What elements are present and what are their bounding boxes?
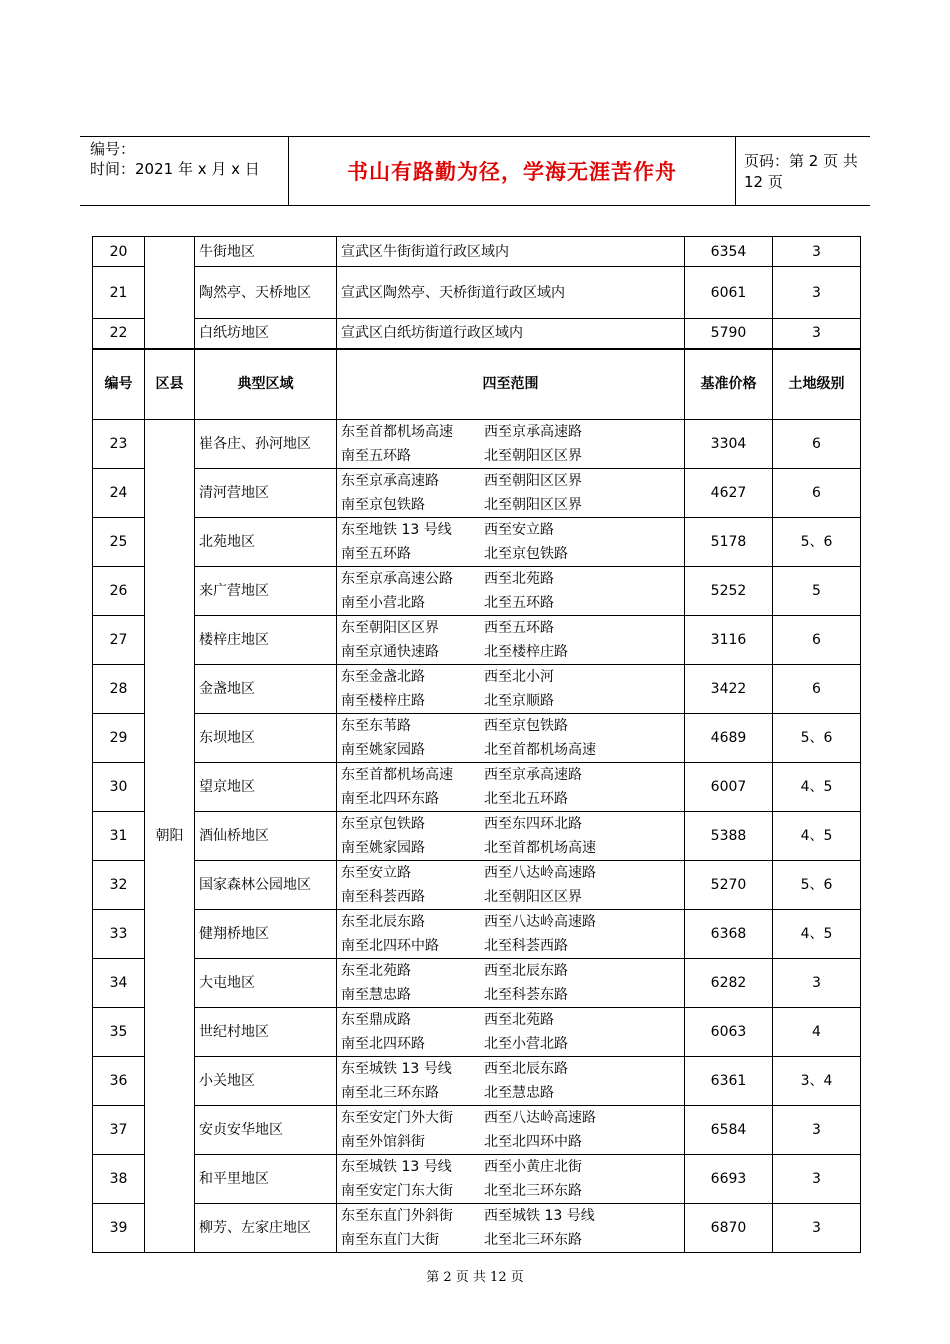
west-bound: 西至城铁 13 号线 <box>484 1208 595 1224</box>
base-price: 6693 <box>685 1155 773 1204</box>
area-name: 来广营地区 <box>195 567 337 616</box>
north-bound: 北至北四环中路 <box>484 1134 582 1150</box>
range-line <box>341 812 680 836</box>
area-name: 崔各庄、孙河地区 <box>195 420 337 469</box>
row-number: 26 <box>93 567 145 616</box>
column-header: 土地级别 <box>773 349 861 420</box>
column-header: 四至范围 <box>337 349 685 420</box>
area-name: 酒仙桥地区 <box>195 812 337 861</box>
area-name: 健翔桥地区 <box>195 910 337 959</box>
area-name: 北苑地区 <box>195 518 337 567</box>
range-text: 宣武区陶然亭、天桥街道行政区域内 <box>337 267 685 319</box>
range-lines <box>341 861 680 909</box>
land-level: 5、6 <box>773 518 861 567</box>
area-name: 柳芳、左家庄地区 <box>195 1204 337 1253</box>
base-price: 3116 <box>685 616 773 665</box>
header-number-label: 编号： <box>90 140 136 158</box>
east-bound: 东至京承高速路 <box>341 473 439 489</box>
range-line <box>341 983 680 1007</box>
range-text: 宣武区白纸坊街道行政区域内 <box>337 319 685 349</box>
area-name: 陶然亭、天桥地区 <box>195 267 337 319</box>
range-cell <box>337 420 685 469</box>
south-bound: 南至安定门东大街 <box>341 1183 453 1199</box>
range-cell <box>337 861 685 910</box>
land-level: 3 <box>773 1204 861 1253</box>
south-bound: 南至北四环路 <box>341 1036 425 1052</box>
range-line <box>341 836 680 860</box>
table-row <box>93 420 861 469</box>
range-cell <box>337 812 685 861</box>
range-line <box>341 959 680 983</box>
range-lines <box>341 812 680 860</box>
range-line <box>341 885 680 909</box>
range-lines <box>341 665 680 713</box>
base-price: 5252 <box>685 567 773 616</box>
table-row <box>93 567 861 616</box>
base-price: 6368 <box>685 910 773 959</box>
north-bound: 北至科荟东路 <box>484 987 568 1003</box>
base-price: 6584 <box>685 1106 773 1155</box>
range-lines <box>341 714 680 762</box>
row-number: 30 <box>93 763 145 812</box>
land-level: 6 <box>773 469 861 518</box>
north-bound: 北至北三环东路 <box>484 1183 582 1199</box>
table-row <box>93 1106 861 1155</box>
land-level: 4、5 <box>773 910 861 959</box>
land-level: 5、6 <box>773 714 861 763</box>
range-lines <box>341 1008 680 1056</box>
range-cell <box>337 1155 685 1204</box>
table-row <box>93 812 861 861</box>
land-level: 3、4 <box>773 1057 861 1106</box>
base-price: 5790 <box>685 319 773 349</box>
west-bound: 西至八达岭高速路 <box>484 1110 596 1126</box>
area-name: 金盏地区 <box>195 665 337 714</box>
south-bound: 南至北三环东路 <box>341 1085 439 1101</box>
range-line <box>341 1204 680 1228</box>
row-number: 23 <box>93 420 145 469</box>
west-bound: 西至京承高速路 <box>484 767 582 783</box>
range-line <box>341 1228 680 1252</box>
land-price-table <box>92 236 861 1253</box>
base-price: 6063 <box>685 1008 773 1057</box>
west-bound: 西至北小河 <box>484 669 554 685</box>
base-price: 6282 <box>685 959 773 1008</box>
south-bound: 南至科荟西路 <box>341 889 425 905</box>
range-cell <box>337 665 685 714</box>
range-line <box>341 1008 680 1032</box>
west-bound: 西至北苑路 <box>484 571 554 587</box>
row-number: 37 <box>93 1106 145 1155</box>
land-level: 6 <box>773 420 861 469</box>
land-level: 3 <box>773 1106 861 1155</box>
range-text: 宣武区牛街街道行政区域内 <box>337 237 685 267</box>
east-bound: 东至首都机场高速 <box>341 424 453 440</box>
table-row <box>93 616 861 665</box>
north-bound: 北至朝阳区区界 <box>484 448 582 464</box>
east-bound: 东至朝阳区区界 <box>341 620 439 636</box>
north-bound: 北至北三环东路 <box>484 1232 582 1248</box>
range-line <box>341 1106 680 1130</box>
east-bound: 东至金盏北路 <box>341 669 425 685</box>
south-bound: 南至东直门大街 <box>341 1232 439 1248</box>
east-bound: 东至东苇路 <box>341 718 411 734</box>
range-cell <box>337 567 685 616</box>
range-line <box>341 763 680 787</box>
land-level: 5 <box>773 567 861 616</box>
range-lines <box>341 469 680 517</box>
range-line <box>341 518 680 542</box>
west-bound: 西至北辰东路 <box>484 1061 568 1077</box>
range-line <box>341 861 680 885</box>
north-bound: 北至首都机场高速 <box>484 742 596 758</box>
column-header: 编号 <box>93 349 145 420</box>
row-number: 29 <box>93 714 145 763</box>
base-price: 5388 <box>685 812 773 861</box>
row-number: 36 <box>93 1057 145 1106</box>
table-row <box>93 1008 861 1057</box>
land-level: 3 <box>773 1155 861 1204</box>
range-line <box>341 420 680 444</box>
row-number: 33 <box>93 910 145 959</box>
area-name: 东坝地区 <box>195 714 337 763</box>
base-price: 3422 <box>685 665 773 714</box>
base-price: 4627 <box>685 469 773 518</box>
range-lines <box>341 910 680 958</box>
range-line <box>341 1130 680 1154</box>
range-line <box>341 616 680 640</box>
area-name: 楼梓庄地区 <box>195 616 337 665</box>
range-lines <box>341 1057 680 1105</box>
range-cell <box>337 763 685 812</box>
area-name: 世纪村地区 <box>195 1008 337 1057</box>
table-row <box>93 910 861 959</box>
east-bound: 东至城铁 13 号线 <box>341 1061 452 1077</box>
range-line <box>341 640 680 664</box>
base-price: 5178 <box>685 518 773 567</box>
column-header: 典型区域 <box>195 349 337 420</box>
range-line <box>341 689 680 713</box>
range-cell <box>337 1204 685 1253</box>
range-lines <box>341 763 680 811</box>
range-lines <box>341 518 680 566</box>
west-bound: 西至五环路 <box>484 620 554 636</box>
range-line <box>341 1179 680 1203</box>
range-cell <box>337 959 685 1008</box>
range-line <box>341 714 680 738</box>
south-bound: 南至姚家园路 <box>341 742 425 758</box>
west-bound: 西至京承高速路 <box>484 424 582 440</box>
row-number: 25 <box>93 518 145 567</box>
row-number: 22 <box>93 319 145 349</box>
range-lines <box>341 1106 680 1154</box>
range-line <box>341 934 680 958</box>
west-bound: 西至东四环北路 <box>484 816 582 832</box>
land-level: 4、5 <box>773 763 861 812</box>
base-price: 6354 <box>685 237 773 267</box>
south-bound: 南至京包铁路 <box>341 497 425 513</box>
table-row <box>93 518 861 567</box>
county-cell: 朝阳 <box>145 420 195 1253</box>
table-row <box>93 763 861 812</box>
range-line <box>341 1081 680 1105</box>
range-lines <box>341 616 680 664</box>
south-bound: 南至五环路 <box>341 546 411 562</box>
row-number: 28 <box>93 665 145 714</box>
south-bound: 南至姚家园路 <box>341 840 425 856</box>
south-bound: 南至五环路 <box>341 448 411 464</box>
range-lines <box>341 1204 680 1252</box>
range-lines <box>341 420 680 468</box>
row-number: 27 <box>93 616 145 665</box>
east-bound: 东至北辰东路 <box>341 914 425 930</box>
south-bound: 南至北四环东路 <box>341 791 439 807</box>
column-header: 区县 <box>145 349 195 420</box>
base-price: 6007 <box>685 763 773 812</box>
land-level: 6 <box>773 616 861 665</box>
south-bound: 南至慧忠路 <box>341 987 411 1003</box>
west-bound: 西至安立路 <box>484 522 554 538</box>
west-bound: 西至北苑路 <box>484 1012 554 1028</box>
base-price: 3304 <box>685 420 773 469</box>
header-page-info: 页码：第 2 页 共 12 页 <box>744 152 858 191</box>
range-lines <box>341 567 680 615</box>
east-bound: 东至首都机场高速 <box>341 767 453 783</box>
south-bound: 南至外馆斜街 <box>341 1134 425 1150</box>
east-bound: 东至地铁 13 号线 <box>341 522 452 538</box>
area-name: 安贞安华地区 <box>195 1106 337 1155</box>
area-name: 牛街地区 <box>195 237 337 267</box>
range-line <box>341 910 680 934</box>
range-cell <box>337 616 685 665</box>
table-row <box>93 1057 861 1106</box>
header-time-label: 时间：2021 年 x 月 x 日 <box>90 160 260 178</box>
table-row <box>93 665 861 714</box>
range-line <box>341 1057 680 1081</box>
area-name: 小关地区 <box>195 1057 337 1106</box>
table-row <box>93 469 861 518</box>
west-bound: 西至八达岭高速路 <box>484 865 596 881</box>
area-name: 白纸坊地区 <box>195 319 337 349</box>
west-bound: 西至小黄庄北街 <box>484 1159 582 1175</box>
land-level: 3 <box>773 267 861 319</box>
column-header: 基准价格 <box>685 349 773 420</box>
range-cell <box>337 1106 685 1155</box>
land-level: 4 <box>773 1008 861 1057</box>
east-bound: 东至京承高速公路 <box>341 571 453 587</box>
base-price: 6870 <box>685 1204 773 1253</box>
north-bound: 北至小营北路 <box>484 1036 568 1052</box>
range-line <box>341 469 680 493</box>
table-row <box>93 1204 861 1253</box>
area-name: 望京地区 <box>195 763 337 812</box>
range-cell <box>337 518 685 567</box>
land-level: 4、5 <box>773 812 861 861</box>
area-name: 大屯地区 <box>195 959 337 1008</box>
page-footer: 第 2 页 共 12 页 <box>426 1270 524 1285</box>
row-number: 32 <box>93 861 145 910</box>
west-bound: 西至朝阳区区界 <box>484 473 582 489</box>
north-bound: 北至五环路 <box>484 595 554 611</box>
north-bound: 北至京包铁路 <box>484 546 568 562</box>
north-bound: 北至楼梓庄路 <box>484 644 568 660</box>
east-bound: 东至安立路 <box>341 865 411 881</box>
range-line <box>341 591 680 615</box>
county-cell-blank <box>145 237 195 349</box>
north-bound: 北至首都机场高速 <box>484 840 596 856</box>
land-level: 6 <box>773 665 861 714</box>
west-bound: 西至八达岭高速路 <box>484 914 596 930</box>
north-bound: 北至朝阳区区界 <box>484 497 582 513</box>
range-line <box>341 444 680 468</box>
table-row <box>93 319 861 349</box>
south-bound: 南至小营北路 <box>341 595 425 611</box>
east-bound: 东至北苑路 <box>341 963 411 979</box>
east-bound: 东至安定门外大街 <box>341 1110 453 1126</box>
south-bound: 南至楼梓庄路 <box>341 693 425 709</box>
east-bound: 东至城铁 13 号线 <box>341 1159 452 1175</box>
range-line <box>341 787 680 811</box>
table-row <box>93 1155 861 1204</box>
range-line <box>341 567 680 591</box>
range-line <box>341 542 680 566</box>
west-bound: 西至京包铁路 <box>484 718 568 734</box>
row-number: 39 <box>93 1204 145 1253</box>
north-bound: 北至北五环路 <box>484 791 568 807</box>
north-bound: 北至京顺路 <box>484 693 554 709</box>
range-lines <box>341 959 680 1007</box>
row-number: 24 <box>93 469 145 518</box>
range-lines <box>341 1155 680 1203</box>
table-row <box>93 959 861 1008</box>
area-name: 国家森林公园地区 <box>195 861 337 910</box>
east-bound: 东至鼎成路 <box>341 1012 411 1028</box>
north-bound: 北至科荟西路 <box>484 938 568 954</box>
east-bound: 东至京包铁路 <box>341 816 425 832</box>
table-row <box>93 267 861 319</box>
south-bound: 南至京通快速路 <box>341 644 439 660</box>
range-cell <box>337 1057 685 1106</box>
north-bound: 北至慧忠路 <box>484 1085 554 1101</box>
row-number: 34 <box>93 959 145 1008</box>
row-number: 21 <box>93 267 145 319</box>
base-price: 6361 <box>685 1057 773 1106</box>
table-row <box>93 237 861 267</box>
table-row <box>93 861 861 910</box>
range-line <box>341 665 680 689</box>
row-number: 38 <box>93 1155 145 1204</box>
base-price: 4689 <box>685 714 773 763</box>
range-line <box>341 738 680 762</box>
north-bound: 北至朝阳区区界 <box>484 889 582 905</box>
row-number: 20 <box>93 237 145 267</box>
header-motto: 书山有路勤为径，学海无涯苦作舟 <box>288 137 736 205</box>
west-bound: 西至北辰东路 <box>484 963 568 979</box>
page-header <box>80 136 870 206</box>
east-bound: 东至东直门外斜街 <box>341 1208 453 1224</box>
area-name: 和平里地区 <box>195 1155 337 1204</box>
land-level: 3 <box>773 959 861 1008</box>
range-line <box>341 1032 680 1056</box>
header-meta <box>90 139 260 179</box>
row-number: 35 <box>93 1008 145 1057</box>
south-bound: 南至北四环中路 <box>341 938 439 954</box>
row-number: 31 <box>93 812 145 861</box>
range-cell <box>337 1008 685 1057</box>
range-cell <box>337 910 685 959</box>
range-line <box>341 493 680 517</box>
range-line <box>341 1155 680 1179</box>
range-cell <box>337 714 685 763</box>
range-cell <box>337 469 685 518</box>
base-price: 6061 <box>685 267 773 319</box>
table-row <box>93 714 861 763</box>
table-header-row <box>93 349 861 420</box>
base-price: 5270 <box>685 861 773 910</box>
area-name: 清河营地区 <box>195 469 337 518</box>
land-level: 3 <box>773 319 861 349</box>
land-level: 3 <box>773 237 861 267</box>
land-level: 5、6 <box>773 861 861 910</box>
